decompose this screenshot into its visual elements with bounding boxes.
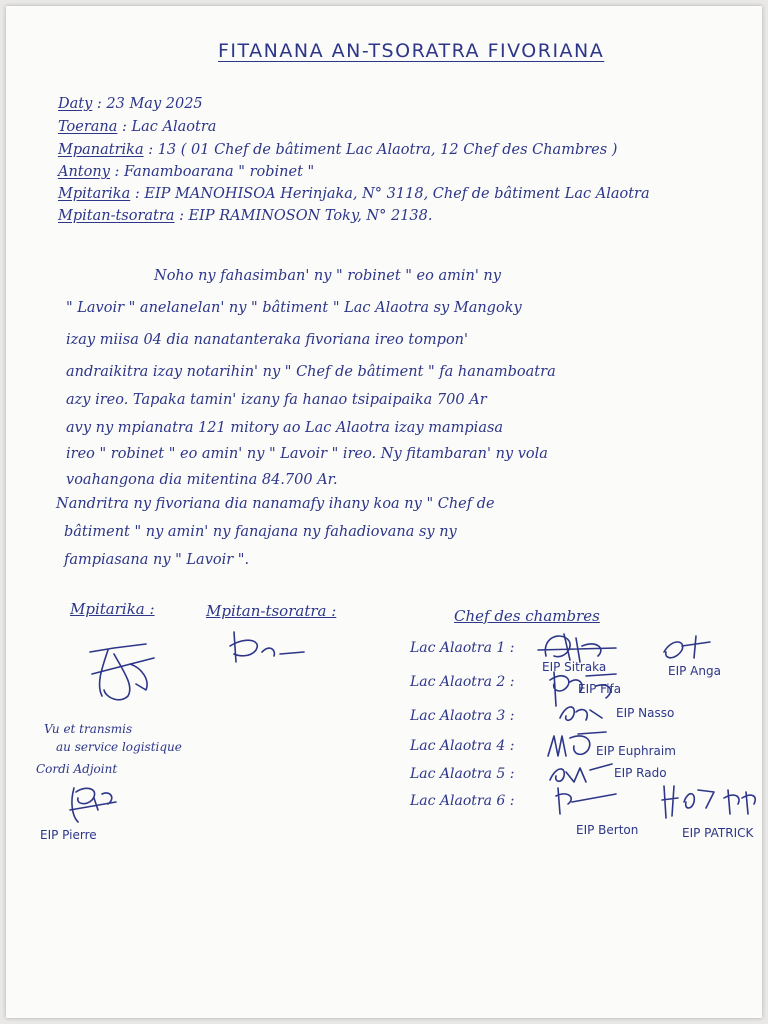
room-label-2: Lac Alaotra 2 : [410,674,515,690]
meta-label: Antony [58,164,110,180]
mpitarika-label: Mpitarika : [70,600,155,618]
body-line: izay miisa 04 dia nanatanteraka fivoriana ireo tompon' [66,332,469,348]
room4-name-1: EIP Euphraim [596,744,676,758]
meta-label: Mpitan-tsoratra [58,208,175,224]
vu-line-1: Vu et transmis [44,722,133,736]
room-label-5: Lac Alaotra 5 : [410,766,515,782]
document-title: FITANANA AN-TSORATRA FIVORIANA [218,40,605,62]
room1-signature-2 [656,632,726,668]
meta-label: Mpanatrika [58,142,144,158]
room6-name-2: EIP PATRICK [682,826,754,840]
room1-name-1: EIP Sitraka [542,660,607,674]
meta-date [58,96,203,112]
room5-name-1: EIP Rado [614,766,667,780]
vu-line-2: au service logistique [56,740,182,754]
body-line: fampiasana ny " Lavoir ". [64,552,250,568]
meta-value: : EIP RAMINOSON Toky, N° 2138. [179,208,433,224]
room-label-6: Lac Alaotra 6 : [410,793,515,809]
meta-value: : EIP MANOHISOA Herinjaka, N° 3118, Chef de bâtiment Lac Alaotra [134,186,650,202]
chef-des-chambres-label: Chef des chambres [454,607,600,625]
meta-reason [58,164,314,180]
vu-signature [66,780,126,830]
body-line: voahangona dia mitentina 84.700 Ar. [66,472,338,488]
meta-value: : Fanamboarana " robinet " [114,164,315,180]
meta-attendees [58,142,617,158]
room-label-1: Lac Alaotra 1 : [410,640,515,656]
meta-place [58,119,216,135]
meta-secretary [58,208,433,224]
body-line: Nandritra ny fivoriana dia nanamafy ihany koa ny " Chef de [56,496,495,512]
room1-name-2: EIP Anga [668,664,721,678]
room3-signature [554,698,614,728]
body-line: Noho ny fahasimban' ny " robinet " eo amin' ny [154,268,501,284]
room6-name-1: EIP Berton [576,823,639,837]
vu-line-3: Cordi Adjoint [36,762,118,776]
body-line: ireo " robinet " eo amin' ny " Lavoir " ireo. Ny fitambaran' ny vola [66,446,548,462]
mpitan-tsoratra-signature [226,628,316,668]
meta-value: : 13 ( 01 Chef de bâtiment Lac Alaotra, 12 Chef des Chambres ) [148,142,618,158]
room3-name-1: EIP Nasso [616,706,675,720]
mpitarika-signature [84,634,164,704]
room-label-3: Lac Alaotra 3 : [410,708,515,724]
room6-signature [552,782,622,822]
room-label-4: Lac Alaotra 4 : [410,738,515,754]
body-line: azy ireo. Tapaka tamin' izany fa hanao tsipaipaika 700 Ar [66,392,487,408]
meta-label: Toerana [58,119,118,135]
mpitan-tsoratra-label: Mpitan-tsoratra : [206,602,337,620]
vu-name: EIP Pierre [40,828,97,842]
meta-label: Mpitarika [58,186,131,202]
body-line: avy ny mpianatra 121 mitory ao Lac Alaotra izay mampiasa [66,420,504,436]
room6-signature-2 [658,778,762,828]
room2-name-1: EIP Fifa [578,682,622,696]
body-line: andraikitra izay notarihin' ny " Chef de bâtiment " fa hanamboatra [66,364,556,380]
meta-leader [58,186,650,202]
meta-label: Daty [58,96,93,112]
document-page [6,6,762,1018]
body-line: bâtiment " ny amin' ny fanajana ny fahadiovana sy ny [64,524,457,540]
body-line: " Lavoir " anelanelan' ny " bâtiment " Lac Alaotra sy Mangoky [66,300,522,316]
meta-value: : 23 May 2025 [96,96,203,112]
meta-value: : Lac Alaotra [122,119,217,135]
